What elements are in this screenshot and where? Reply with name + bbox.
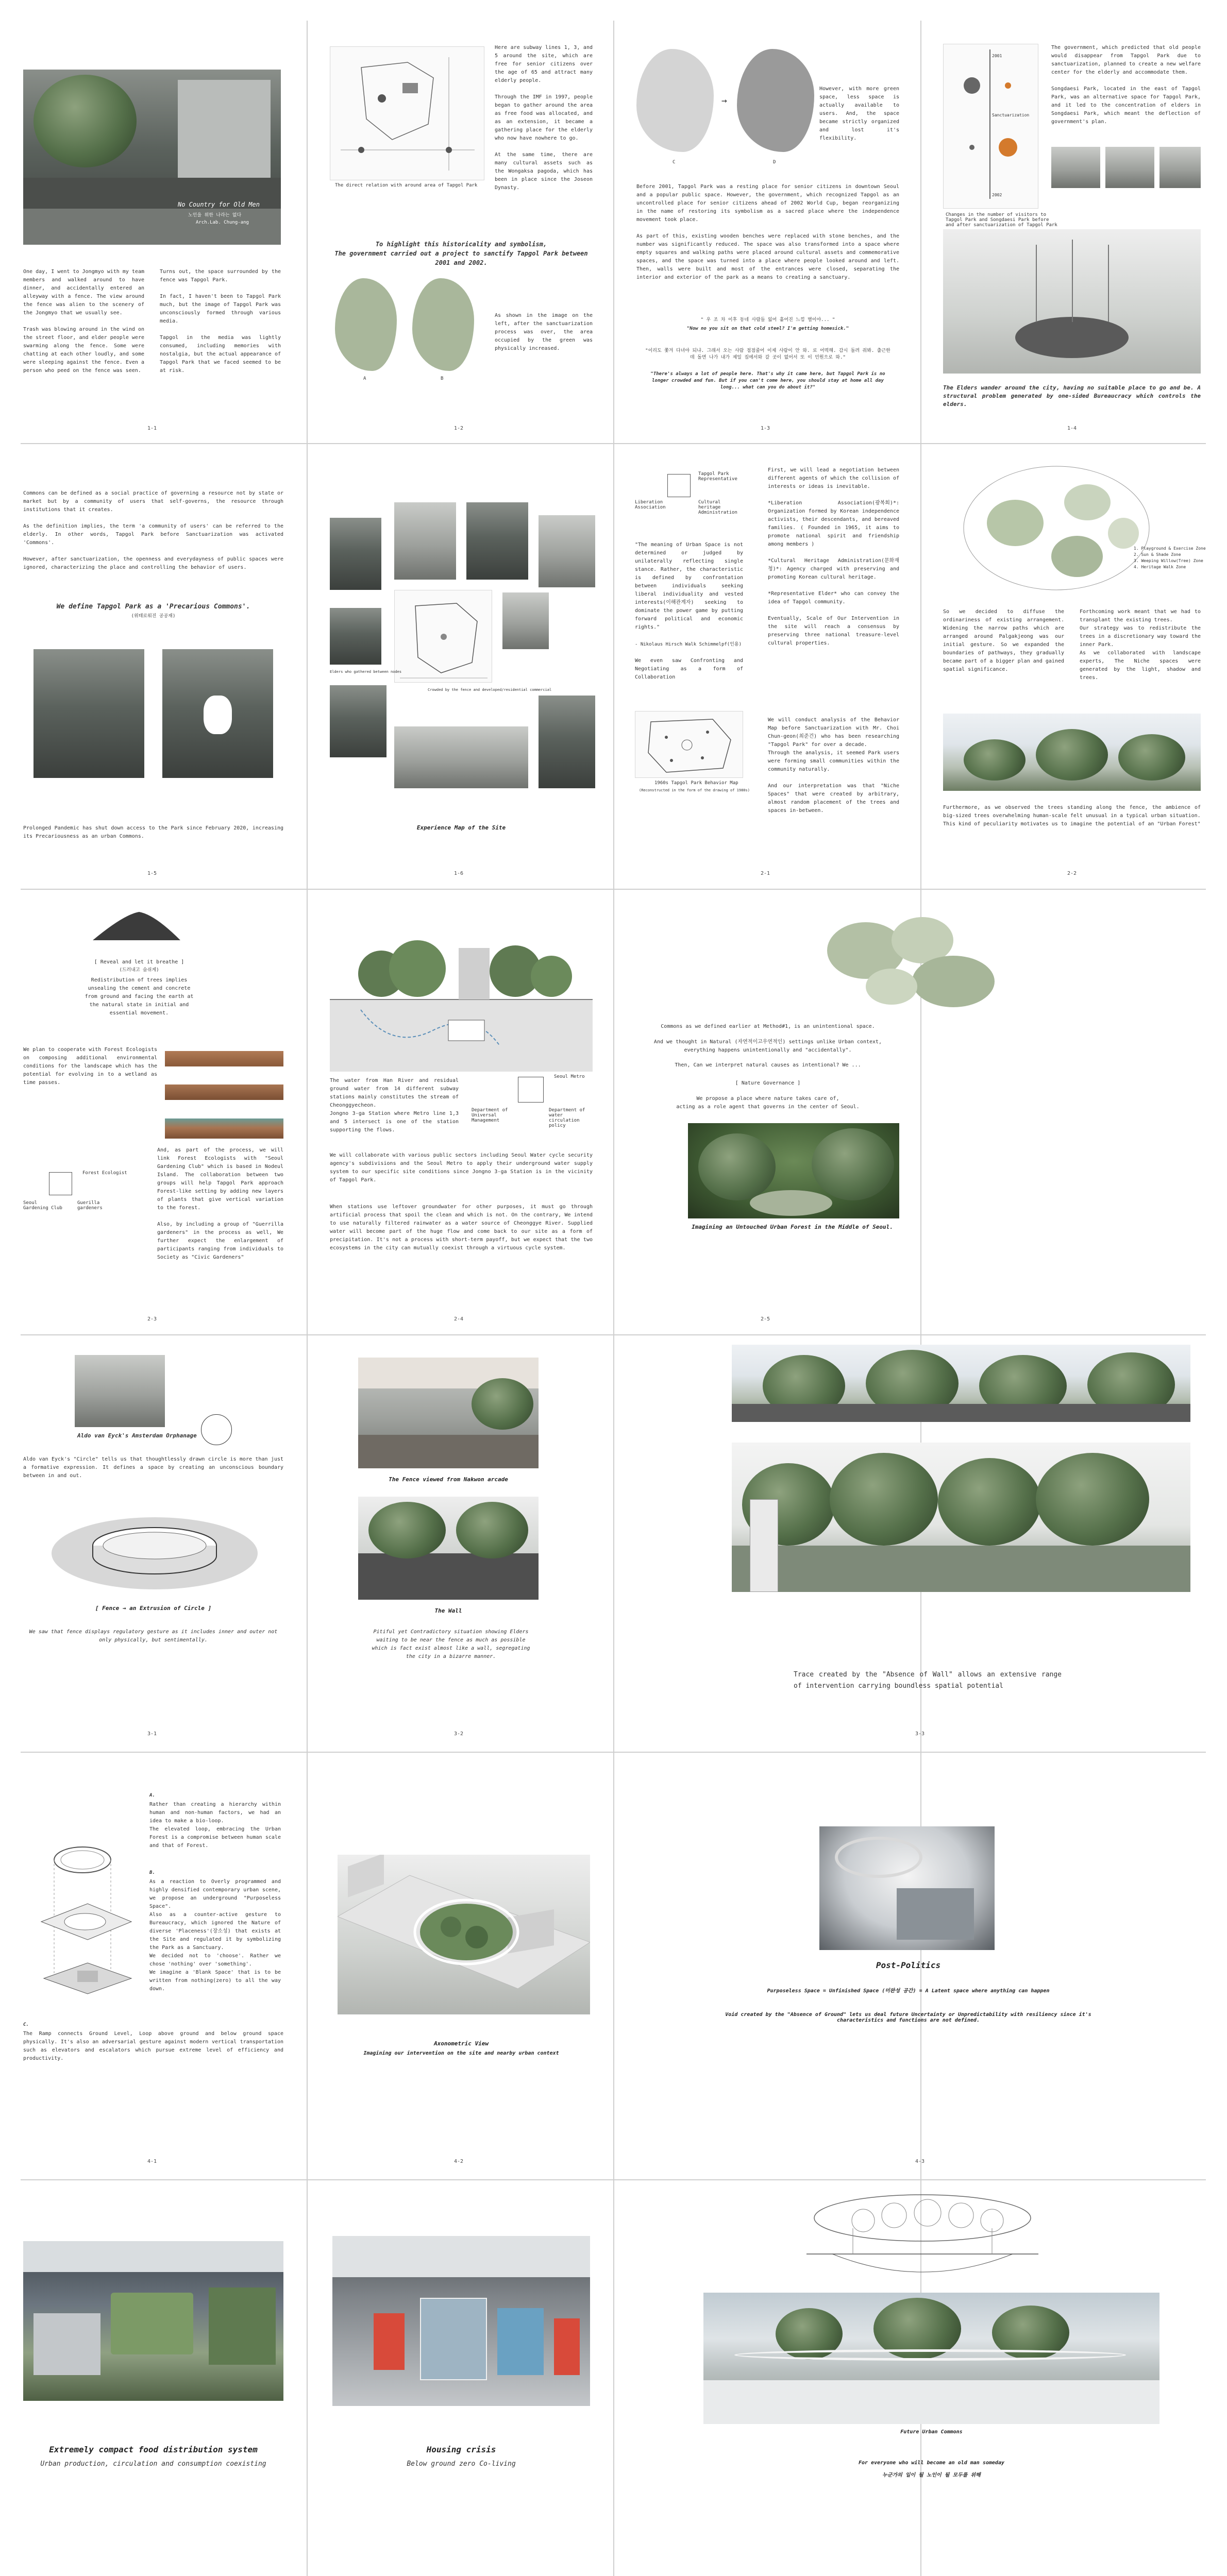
label-c: C.	[23, 2022, 29, 2027]
void-render	[819, 1826, 995, 1950]
zone-legend: 2. Sun & Shade Zone	[1134, 552, 1181, 557]
behavior-map	[635, 711, 743, 778]
park-aerial-before	[33, 649, 144, 778]
urban-forest-photo	[688, 1123, 899, 1218]
chart-caption: Changes in the number of visitors to Tapgol Park and Songdaesi Park before and after sanctuarization of Tapgol Park	[946, 212, 1057, 228]
plan-side-text: As shown in the image on the left, after the sanctuarization process was over, the area occupied by the green was physically increased.	[495, 313, 593, 351]
purposeless-text: As a reaction to Overly programmed and highly densified contemporary urban scene, we propose an underground "Purposeless Space". Also as a counter-active gesture to Bureaucracy, which ignored the Nature of diverse 'Placeness'(장소성) that exists at the Site and regulated it by symbolizing the Park as a Sanctuary. We decided not to 'choose'. Rather we chose 'nothing' over 'something'. We imagine a 'Blank Space' that is to be written from nothing(zero) to all the way down.	[149, 1879, 281, 1992]
post-politics-sub-2: Void created by the "Absence of Ground" lets us deal future Uncertainty or Unpredictability with resiliency since it's characteristics and functions are not defined.	[725, 2012, 1091, 2023]
site-photo-b	[394, 502, 456, 580]
rainwater-text: When stations use leftover groundwater for other purposes, it must go through artificial process that spoil the clean and which is not. On the contrary, We intend to use naturally filtered rainwater as a water source of Cheonggye River. Supplied water will become part of the huge flow and come back to our site as a form of precipitation. It's not a process with short-term payoff, but we expect that the two ecosystems in the city can mutually coexist through a virtuous cycle system.	[330, 1204, 593, 1251]
absence-wall-text: Trace created by the "Absence of Wall" allows an extensive range of intervention carrying boundless spatial potential	[794, 1671, 1062, 1690]
plan-before-c	[636, 49, 714, 152]
collaboration-text: We even saw Confronting and Negotiating as a form of Collaboration	[635, 658, 743, 680]
history-text: Before 2001, Tapgol Park was a resting place for senior citizens in downtown Seoul and a popular public space. However, the government, which recognized Tapgol as an uncontrolled place for senior citizens ahead of 2002 World Cup, began reorganizing in the name of restoring its symbolism as a sacred place where the independence movement took place. As part of this, existing wooden benches were replaced with stone benches, and the number was significantly reduced. The space was also transformed into a space where empty squares and walking paths were placed around cultural assets and commemorative spaces, and the space was turned into a place where people looked around and left. Then, walls were built and most of the entrances were closed, separating the interior and exterior of the park as a means to creating a sanctuary.	[636, 184, 899, 280]
precarious-headline: We define Tapgol Park as a 'Precarious Commons'.	[56, 603, 250, 611]
bio-loop-text: Rather than creating a hierarchy within human and non-human factors, we had an idea to make a bio-loop. The elevated loop, embracing the Urban Forest is a compromise between human scale and that of Forest.	[149, 1802, 281, 1849]
analysis-text: We will conduct analysis of the Behavior Map before Sanctuarization with Mr. Choi Chun-geon(최준건) who has been researching "Tapgol Park" for over a decade. Through the analysis, it seemed Park users were forming small communities within the community naturally. And our interpretation was that "Niche Spaces" that were created by arbitrary, almost random placement of the trees and spaces in-between.	[768, 717, 899, 814]
gardener-label: Seoul Gardening Club	[23, 1200, 62, 1211]
page-number: 2-2	[1067, 871, 1077, 876]
photo-subtitle: 노인을 위한 나라는 없다	[188, 213, 242, 218]
page-number: 4-1	[147, 2159, 157, 2164]
urban-space-quote: "The meaning of Urban Space is not determined or judged by unilaterally reflecting single stance. Rather, the characteristic is defined by confrontation between individuals seeking liberal individuality and vested interests(이해관계자) seeking to dominate the power game by putting forward political and economic rights."	[635, 542, 743, 630]
intro-text-right: Turns out, the space surrounded by the fence was Tapgol Park. In fact, I haven't been to Tapgol Park much, but the image of Tapgol Park was unconsciously formed through various media. Tapgol in the media was lightly consumed, including memories with nostalgia, but the actual appearance of Tapgol Park that we faced seemed to be at risk.	[160, 269, 281, 374]
site-map	[330, 46, 484, 180]
housing-caption: Housing crisis	[426, 2445, 496, 2454]
agent-label: Tapgol Park Representative	[698, 471, 737, 482]
reveal-heading-kr: (드러내고 숨쉬게)	[119, 968, 159, 973]
behavior-map-sub: (Reconstructed in the form of the drawing of 1980s)	[639, 788, 750, 792]
zone-plan	[959, 461, 1154, 595]
quote-2-en: "There's always a lot of people here. That's why it came here, but Tapgol Park is no longer crowded and fun. But if you can't come here, you should stay at home all day long... what can you do about it?"	[650, 371, 885, 390]
label-a: A.	[149, 1793, 155, 1798]
future-commons-caption: Future Urban Commons	[900, 2429, 963, 2435]
quote-2-kr: "이리도 쫓겨 다녀야 되냐. 그래서 오는 사람 점점줄어 이제 사람이 안 와. 로 어떡해. 감시 돌려 줘봐. 출근한데 돌면 나가 내가 제일 집에서와 갈 곳이 없어서 또 이 민원으로 와."	[645, 348, 890, 360]
plan-before	[335, 278, 397, 371]
site-photo-d	[539, 515, 595, 587]
ecologist-text: We plan to cooperate with Forest Ecologists on composing additional environmental conditions for the landscape which has the potential for evolving in to a wetland as time passes.	[23, 1047, 157, 1086]
sector-label: Seoul Metro	[554, 1074, 585, 1079]
absence-wall-render-top	[732, 1345, 1190, 1422]
interpret-question: Then, Can we interpret natural causes as intentional? We ...	[675, 1062, 861, 1068]
opening-photo	[23, 70, 281, 245]
gardener-label: Guerilla gardeners	[77, 1200, 103, 1211]
transplant-text: Forthcoming work meant that we had to transplant the existing trees. Our strategy was to redistribute the trees in a discretionary way toward the inner Park. As we collaborated with landscape experts, The Niche spaces were generated by the light, shadow and trees.	[1080, 609, 1201, 681]
sector-label: Department of Universal Management	[472, 1108, 508, 1123]
tree-line-photo	[943, 714, 1201, 791]
map-caption: The direct relation with around area of Tapgol Park	[335, 183, 478, 188]
aerial-photo	[1105, 147, 1154, 188]
soil-mound-render	[93, 909, 180, 945]
wall-text: Pitiful yet Contradictory situation showing Elders waiting to be near the fence as much as possible which is fact exist almost like a wall, segregating the city in a bizarre manner.	[372, 1629, 530, 1659]
timeline-start: 2001	[992, 54, 1002, 58]
experience-map	[394, 590, 492, 683]
plan-after-d	[737, 49, 814, 152]
fence-circle-heading: [ Fence → an Extrusion of Circle ]	[95, 1605, 212, 1612]
water-section	[330, 917, 593, 1072]
page-number: 2-3	[147, 1316, 157, 1322]
label-d: D	[773, 160, 776, 165]
agent-label: Liberation Association	[635, 500, 666, 510]
orphanage-caption: Aldo van Eyck's Amsterdam Orphanage	[77, 1432, 197, 1439]
natural-settings: And we thought in Natural (자연적이고우연적인) settings unlike Urban context, everything happens unintentionally and "accidentally".	[653, 1039, 882, 1053]
behavior-map-caption: 1960s Tapgol Park Behavior Map	[654, 781, 738, 786]
wetland-section-1	[165, 1041, 283, 1066]
row-divider	[21, 889, 1206, 890]
orphanage-photo	[75, 1355, 165, 1427]
commons-text: Commons can be defined as a social practice of governing a resource not by state or market but by a community of users that self-governs, the resource through institutions that it creates. As the definition implies, the term 'a community of users' can be referred to the elderly. In other words, Tapgol Park before Sanctuarization was activated 'Commons'. However, after sanctuarization, the openness and everydayness of public spaces were ignored, characterizing the place and controlling the behavior of users.	[23, 490, 283, 570]
quote-1-kr: " 우 조 차 이후 동네 사람들 잃어 흩어진 느낌 별이야... "	[700, 317, 835, 323]
co-living-render	[332, 2236, 590, 2406]
post-politics-sub-1: Purposeless Space = Unfinished Space (미완성 공간) = A Latent space where anything can happen	[767, 1988, 1050, 1994]
circle-extrusion-render	[46, 1504, 263, 1592]
green-space-text: However, with more green space, less space is actually available to users. And, the space became strictly organized and lost it's flexibility.	[819, 86, 899, 141]
axonometric-sub: Imagining our intervention on the site and nearby urban context	[363, 2050, 559, 2056]
reveal-heading: [ Reveal and let it breathe ]	[94, 959, 184, 965]
label-a: A	[363, 376, 366, 381]
ramp-text: The Ramp connects Ground Level, Loop above ground and below ground space physically. It's also an adversarial gesture against modern vertical transportation such as elevators and escalators which pursue extreme level of efficiency and productivity.	[23, 2031, 283, 2061]
fence-text: We saw that fence displays regulatory gesture as it includes inner and outer not only physically, but sentimentally.	[29, 1629, 278, 1643]
wetland-section-2	[165, 1074, 283, 1100]
fence-arcade-photo	[358, 1358, 539, 1468]
diffuse-text: So we decided to diffuse the ordinariness of existing arrangement. Widening the narrow paths which are arranged around Palgakjeong was our initial gesture. So we expanded the boundaries of pathways, they gradually became part of a bigger plan and gained spatial significance.	[943, 609, 1064, 672]
wall-caption: The Wall	[434, 1607, 462, 1614]
axonometric-render	[338, 1855, 590, 2014]
post-politics-caption: Post-Politics	[876, 1960, 941, 1970]
page-number: 3-2	[453, 1731, 464, 1737]
plan-after	[412, 278, 474, 371]
page-number: 3-3	[915, 1731, 925, 1737]
page-number: 2-1	[760, 871, 770, 876]
timeline-middle: Sanctuarization	[992, 113, 1030, 117]
sanctify-headline: To highlight this historicality and symbolism, The government carried out a project to sanctify Tapgol Park between 2001 and 2002.	[334, 241, 588, 266]
future-commons-sub-2: 누군가의 일이 될 노인이 될 모두를 위해	[882, 2472, 981, 2478]
row-divider	[21, 1752, 1206, 1753]
aerial-photo	[1051, 147, 1100, 188]
page-number: 4-2	[453, 2159, 464, 2164]
park-aerial-after	[162, 649, 273, 778]
arrow-icon: →	[721, 95, 727, 106]
welfare-text: The government, which predicted that old people would disappear from Tapgol Park due to sanctuarization, planned to create a new welfare center for the elderly and accommodate them. Songdaesi Park, located in the east of Tapgol Park, was an alternative space for Tapgol Park, and it led to the concentration of elders in Songdaesi Park, which meant the deflection of government's plan.	[1051, 45, 1201, 125]
page-number: 1-2	[453, 426, 464, 431]
reveal-text: Redistribution of trees implies unsealing the cement and concrete from ground and facing the earth at the natural state in initial and essential movement.	[85, 977, 194, 1016]
proposal-text: We propose a place where nature takes care of, acting as a role agent that governs in the center of Seoul.	[676, 1096, 860, 1110]
page-number: 3-1	[147, 1731, 157, 1737]
page-number: 1-3	[760, 426, 770, 431]
sector-diagram-box	[518, 1077, 544, 1103]
commons-recap: Commons as we defined earlier at Method#1, is an unintentional space.	[661, 1024, 875, 1029]
intro-text-left: One day, I went to Jongmyo with my team members and walked around to have dinner, and accidentally entered an alleyway with a fence. The view around the fence was alien to the scenery of the Jongmyo that we usually see. Trash was blowing around in the wind on the street floor, and elder people were swarming along the fence. Some were chatting at each other loudly, and some were sleeping against the fence. Even a person who peed on the fence was seen.	[23, 269, 144, 374]
site-photo-i	[539, 696, 595, 788]
gardening-club-text: And, as part of the process, we will link Forest Ecologists with "Seoul Gardening Club" which is based in Nodeul Island. The collaboration between two groups will help Tapgol Park approach Forest-like setting by adding new layers of plants that give vertical variation to the forest. Also, by including a group of "Guerrilla gardeners" in the process as well, We further expect the enlargement of participants ranging from individuals to Society as "Civic Gardeners"	[157, 1147, 283, 1260]
timeline-end: 2002	[992, 193, 1002, 197]
urban-forest-caption: Imagining an Untouched Urban Forest in the Middle of Seoul.	[692, 1224, 893, 1230]
page-number: 1-5	[147, 871, 157, 876]
column-divider	[307, 21, 308, 2576]
label-c: C	[673, 160, 676, 165]
axonometric-caption: Axonometric View	[434, 2040, 489, 2047]
quote-1-en: "Now no you sit on that cold steel? I'm getting homesick."	[686, 326, 849, 331]
food-sub: Urban production, circulation and consumption coexisting	[40, 2460, 266, 2468]
water-text: The water from Han River and residual ground water from 14 different subway stations mainly constitutes the stream of Cheonggyecheon. Jongno 3-ga Station where Metro line 1,3 and 5 intersect is one of the station supporting the flows.	[330, 1078, 459, 1133]
experience-map-caption: Experience Map of the Site	[416, 824, 506, 831]
label-b: B.	[149, 1870, 155, 1875]
aerial-photo	[1159, 147, 1201, 188]
arcade-caption: The Fence viewed from Nakwon arcade	[389, 1476, 508, 1483]
future-commons-sub-1: For everyone who will become an old man someday	[859, 2460, 1004, 2466]
visitor-chart	[943, 44, 1038, 209]
zone-legend: 3. Weeping Willow(Tree) Zone	[1134, 558, 1203, 563]
section-drawing	[801, 2187, 1044, 2290]
site-photo-f	[502, 592, 549, 649]
page-number: 1-6	[453, 871, 464, 876]
row-divider	[21, 2179, 1206, 2180]
future-commons-render	[703, 2293, 1159, 2424]
photo-title: No Country for Old Men	[178, 201, 260, 208]
sector-label: Department of water circulation policy	[549, 1108, 585, 1128]
elders-caption: The Elders wander around the city, having no suitable place to go and be. A structural problem generated by one-sided Bureaucracy which controls the elders.	[943, 384, 1201, 408]
circle-icon	[201, 1414, 232, 1445]
food-caption: Extremely compact food distribution system	[49, 2445, 258, 2454]
nature-governance: [ Nature Governance ]	[735, 1080, 801, 1086]
circle-text: Aldo van Eyck's "Circle" tells us that thoughtlessly drawn circle is more than just a formative expression. It defines a space by creating an unconscious boundary between in and out.	[23, 1456, 283, 1479]
gardener-label: Forest Ecologist	[82, 1171, 127, 1176]
zone-legend: 1. Playground & Exercise Zone	[1134, 546, 1206, 551]
page-number: 1-4	[1067, 426, 1077, 431]
pandemic-text: Prolonged Pandemic has shut down access to the Park since February 2020, increasing its Precariousness as an urban Commons.	[23, 825, 283, 839]
photo-credit: Arch.Lab. Chung-ang	[196, 220, 249, 225]
urban-forest-text: Furthermore, as we observed the trees standing along the fence, the ambience of big-sized trees overwhelming human-scale felt unusual in a typical urban situation. This kind of peculiarity motivates us to imagine the potential of an "Urban Forest"	[943, 805, 1201, 827]
elders-render	[943, 229, 1201, 374]
wetland-section-3	[165, 1108, 283, 1139]
gardener-diagram-box	[49, 1172, 72, 1195]
page-number: 4-3	[915, 2159, 925, 2164]
zone-legend: 4. Heritage Walk Zone	[1134, 565, 1186, 569]
column-divider	[613, 21, 614, 2576]
map-note: Elders who gathered between nodes	[330, 670, 402, 674]
exploded-axon	[31, 1839, 139, 2014]
label-b: B	[441, 376, 444, 381]
context-text: Here are subway lines 1, 3, and 5 around the site, which are free for senior citizens over the age of 65 and attract many elderly people. Through the IMF in 1997, people began to gather around the area as free food was allocated, and as an extension, it became a gathering place for the elderly who now have nowhere to go. At the same time, there are many cultural assets such as the Wongaksa pagoda, which has been in place since the Joseon Dynasty.	[495, 45, 593, 191]
site-photo-c	[466, 502, 528, 580]
site-photo-e	[330, 608, 381, 665]
page-number: 2-5	[760, 1316, 770, 1322]
public-sector-text: We will collaborate with various public sectors including Seoul Water cycle security agency's subdivisions and the Seoul Metro to apply their underground water supply system to our specific site conditions since Jongno 3-ga Station is in the vicinity of Tapgol Park.	[330, 1153, 593, 1183]
quote-source: - Nikolaus Hirsch Walk Schimmelpf(인용)	[635, 642, 742, 647]
housing-sub: Below ground zero Co-living	[407, 2460, 516, 2468]
row-divider	[21, 443, 1206, 444]
site-photo-a	[330, 518, 381, 590]
page-number: 2-4	[453, 1316, 464, 1322]
page-number: 1-1	[147, 426, 157, 431]
negotiation-text: First, we will lead a negotiation between different agents of which the collision of interests or ideas is inevitable. *Liberation Association(광복회)*: Organization formed by Korean independence activists, their descendants, and bereaved families. ( Founded in 1965, it aims to promote national spirit and friendship among members ) *Cultural Heritage Administration(문화재청)*: Agency charged with preserving and promoting Korean cultural heritage. *Representative Elder* who can convey the idea of Tapgol community. Eventually, Scale of Our Intervention in the site will reach a consensus by preserving three national treasure-level cultural properties.	[768, 467, 899, 646]
wall-photo	[358, 1497, 539, 1600]
agent-diagram-box	[667, 474, 691, 497]
food-distribution-render	[23, 2241, 283, 2401]
row-divider	[21, 1334, 1206, 1335]
forest-cluster-render	[819, 909, 1010, 1012]
site-photo-h	[394, 726, 528, 788]
precarious-headline-kr: (위태로워진 공공재)	[131, 614, 176, 619]
agent-label: Cultural heritage Administration	[698, 500, 737, 515]
absence-wall-render-main	[732, 1443, 1190, 1592]
map-note: Crowded by the fence and developed/residential commercial	[428, 688, 552, 692]
site-photo-g	[330, 685, 386, 757]
